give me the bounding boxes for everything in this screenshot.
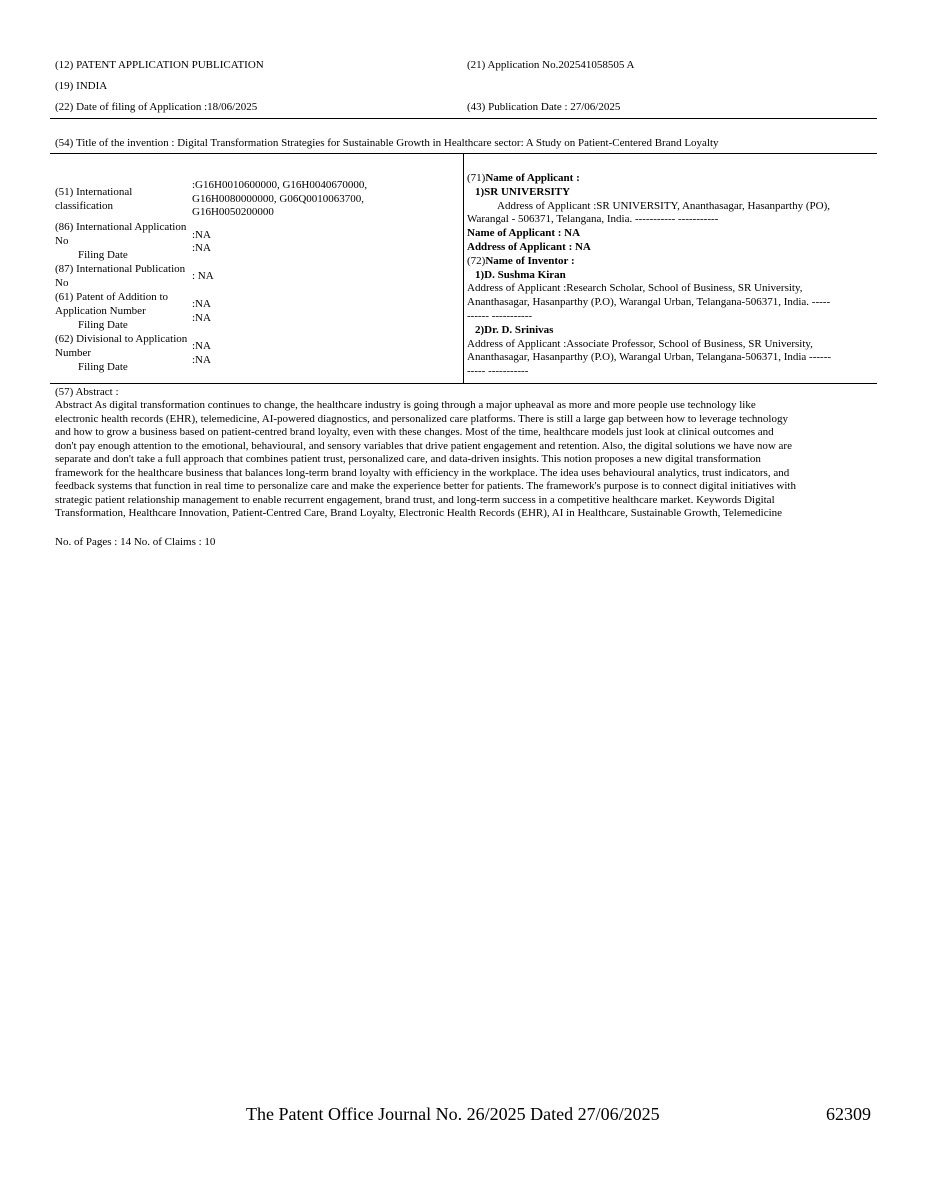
inventor-2-address-line2: Ananthasagar, Hasanparthy (P.O), Warangal Urban, Telangana-506371, India ------ (467, 351, 832, 364)
abstract-line: Transformation, Healthcare Innovation, Patient-Centred Care, Brand Loyalty, Electronic Health Records (EHR), AI in Healthcare, Sustainable Growth, Telemedicine (55, 507, 783, 519)
filing-date: (22) Date of filing of Application :18/06/2025 (55, 101, 258, 113)
divider-abstract (50, 383, 877, 384)
abstract-line: framework for the healthcare business that balances long-term brand loyalty with efficiency in the workplace. The idea uses behavioural analytics, trust indicators, and (55, 466, 790, 479)
inventor-1-address-line1: Address of Applicant :Research Scholar, School of Business, SR University, (467, 282, 803, 295)
field-61-value-2: :NA (192, 312, 211, 324)
applicant-1-name: 1)SR UNIVERSITY (475, 185, 571, 198)
field-61-value-1: :NA (192, 298, 211, 310)
abstract-line: feedback systems that function in real time to personalize care and make the experience better for patients. The framework's purpose is to connect digital initiatives with (55, 480, 796, 492)
abstract-body (55, 399, 877, 521)
applicant-address-na: Address of Applicant : NA (467, 240, 591, 253)
applicant-1-address-line1: Address of Applicant :SR UNIVERSITY, Ananthasagar, Hasanparthy (PO), (497, 199, 830, 212)
applicant-name-na: Name of Applicant : NA (467, 227, 581, 240)
journal-footer: The Patent Office Journal No. 26/2025 Dated 27/06/2025 (246, 1104, 660, 1124)
page-number: 62309 (826, 1104, 871, 1124)
publication-date: (43) Publication Date : 27/06/2025 (467, 101, 621, 113)
inventor-2-address-line1: Address of Applicant :Associate Professor, School of Business, SR University, (467, 337, 813, 350)
pages-claims: No. of Pages : 14 No. of Claims : 10 (55, 536, 216, 548)
inventor-1-name: 1)D. Sushma Kiran (475, 268, 566, 281)
inventor-2-address-line3: ----- ----------- (467, 365, 529, 378)
applicant-1-address-line2: Warangal - 506371, Telangana, India. ----------- ----------- (467, 213, 719, 226)
abstract-line: Abstract As digital transformation continues to change, the healthcare industry is going through a major upheaval as more and more people use technology like (55, 399, 756, 411)
field-61-filing-date-label: Filing Date (78, 319, 128, 331)
column-divider (463, 153, 464, 383)
inventor-2-name: 2)Dr. D. Srinivas (475, 323, 554, 336)
application-number: (21) Application No.202541058505 A (467, 59, 635, 71)
field-87-label: (87) International Publication No (55, 263, 186, 289)
field-62-value-1: :NA (192, 340, 211, 352)
applicant-heading: (71)Name of Applicant : (467, 172, 580, 184)
field-51-label: (51) International classification (55, 186, 133, 212)
abstract-heading: (57) Abstract : (55, 386, 119, 398)
field-86-value-2: :NA (192, 242, 211, 254)
field-86-filing-date-label: Filing Date (78, 249, 128, 261)
abstract-line: electronic health records (EHR), telemedicine, AI-powered diagnostics, and personalized care platforms. There is still a large gap between how to leverage technology (55, 412, 788, 425)
abstract-line: separate and don't take a full approach that combines patient trust, personalized care, and data-driven insights. This notion proposes a new digital transformation (55, 453, 761, 465)
field-86-label: (86) International Application No (55, 221, 187, 247)
field-62-filing-date-label: Filing Date (78, 361, 128, 373)
inventor-1-address-line3: ------ ----------- (467, 309, 533, 322)
field-62-value-2: :NA (192, 354, 211, 366)
country: (19) INDIA (55, 80, 108, 92)
field-51-value: :G16H0010600000, G16H0040670000, G16H0080000000, G06Q0010063700, G16H0050200000 (192, 179, 368, 218)
field-61-label: (61) Patent of Addition to Application Number (55, 291, 169, 317)
divider-top (50, 118, 877, 119)
abstract-line: strategic patient relationship management to enable recurrent engagement, brand trust, and long-term success in a competitive healthcare market. Keywords Digital (55, 493, 775, 506)
field-62-label: (62) Divisional to Application Number (55, 333, 188, 359)
publication-type: (12) PATENT APPLICATION PUBLICATION (55, 59, 264, 71)
field-86-value-1: :NA (192, 229, 211, 241)
inventor-1-address-line2: Ananthasagar, Hasanparthy (P.O), Warangal Urban, Telangana-506371, India. ----- (467, 296, 831, 309)
invention-title: (54) Title of the invention : Digital Transformation Strategies for Sustainable Growth in Healthcare sector: A Study on Patient-Centered Brand Loyalty (55, 137, 719, 149)
applicant-inventor-block (467, 172, 877, 379)
abstract-line: and how to grow a business based on patient-centred brand loyalty, even with these changes. Most of the time, healthcare models just look at clinical outcomes and (55, 426, 774, 438)
field-87-value: : NA (192, 270, 214, 282)
inventor-heading: (72)Name of Inventor : (467, 254, 575, 267)
abstract-line: don't pay enough attention to the emotional, behavioural, and sensory variables that drive patient engagement and retention. Also, the digital solutions we have now are (55, 439, 792, 452)
